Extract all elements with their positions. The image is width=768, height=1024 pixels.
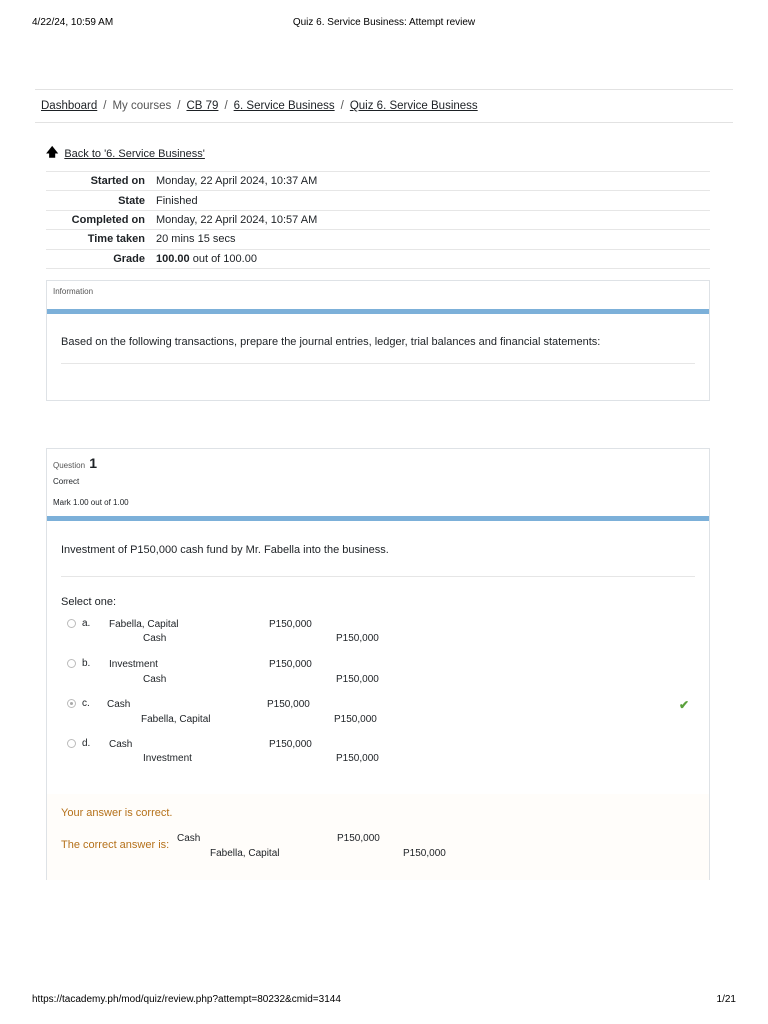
question-number bbox=[53, 455, 97, 471]
arrow-up-icon: 🡅 bbox=[46, 145, 59, 159]
breadcrumb-separator: / bbox=[340, 100, 344, 112]
information-accent-bar bbox=[47, 309, 709, 314]
credit-amount: P150,000 bbox=[336, 753, 379, 764]
correct-answer-label: The correct answer is: bbox=[61, 839, 170, 851]
information-block bbox=[46, 280, 710, 401]
question-number-value: 1 bbox=[89, 455, 98, 471]
print-title: Quiz 6. Service Business: Attempt review bbox=[292, 17, 476, 28]
option-letter: c. bbox=[82, 698, 90, 709]
credit-amount: P150,000 bbox=[336, 633, 379, 644]
print-url: https://tacademy.ph/mod/quiz/review.php?attempt=80232&cmid=3144 bbox=[32, 994, 341, 1005]
summary-row-started bbox=[46, 172, 710, 191]
summary-row-grade bbox=[46, 249, 710, 268]
breadcrumb-quiz[interactable]: Quiz 6. Service Business bbox=[349, 100, 478, 112]
summary-row-time bbox=[46, 230, 710, 249]
breadcrumb-separator: / bbox=[177, 100, 181, 112]
debit-amount: P150,000 bbox=[269, 739, 312, 750]
answer-credit-account: Fabella, Capital bbox=[210, 848, 280, 859]
question-block bbox=[46, 448, 710, 880]
answer-debit-account: Cash bbox=[177, 833, 201, 844]
answer-credit-amount: P150,000 bbox=[403, 848, 446, 859]
attempt-summary-table bbox=[46, 171, 710, 269]
option-letter: d. bbox=[82, 738, 91, 749]
option-letter: b. bbox=[82, 658, 91, 669]
credit-account: Cash bbox=[143, 633, 167, 644]
summary-row-completed bbox=[46, 210, 710, 229]
breadcrumb-course[interactable]: CB 79 bbox=[186, 100, 219, 112]
state-value: Finished bbox=[156, 194, 198, 207]
credit-amount: P150,000 bbox=[336, 674, 379, 685]
debit-account: Cash bbox=[109, 739, 133, 750]
debit-account: Investment bbox=[109, 659, 158, 670]
breadcrumb bbox=[35, 89, 733, 123]
started-label: Started on bbox=[90, 175, 145, 188]
debit-amount: P150,000 bbox=[269, 619, 312, 630]
answer-option-b[interactable] bbox=[67, 658, 687, 690]
feedback-correct: Your answer is correct. bbox=[61, 807, 173, 819]
divider bbox=[61, 363, 695, 364]
question-state: Correct bbox=[53, 477, 80, 486]
print-page-number: 1/21 bbox=[716, 994, 736, 1005]
question-text: Investment of P150,000 cash fund by Mr. Fabella into the business. bbox=[61, 544, 389, 556]
question-label: Question bbox=[53, 461, 86, 470]
credit-account: Cash bbox=[143, 674, 167, 685]
state-label: State bbox=[118, 194, 145, 207]
time-taken-value: 20 mins 15 secs bbox=[156, 233, 236, 246]
print-footer bbox=[32, 994, 736, 1008]
breadcrumb-separator: / bbox=[103, 100, 107, 112]
information-label: Information bbox=[53, 287, 94, 296]
back-link-row bbox=[46, 143, 205, 164]
time-taken-label: Time taken bbox=[87, 233, 145, 246]
completed-value: Monday, 22 April 2024, 10:57 AM bbox=[156, 213, 318, 226]
option-letter: a. bbox=[82, 618, 91, 629]
answer-option-c[interactable] bbox=[67, 698, 690, 730]
grade-score: 100.00 bbox=[156, 252, 190, 265]
breadcrumb-my-courses: My courses bbox=[112, 100, 172, 112]
debit-account: Cash bbox=[107, 699, 131, 710]
breadcrumb-section[interactable]: 6. Service Business bbox=[233, 100, 335, 112]
radio-button-selected[interactable] bbox=[67, 699, 76, 708]
completed-label: Completed on bbox=[71, 213, 145, 226]
grade-value bbox=[156, 249, 710, 268]
grade-total: out of 100.00 bbox=[192, 252, 257, 265]
answer-option-a[interactable] bbox=[67, 618, 687, 650]
debit-amount: P150,000 bbox=[267, 699, 310, 710]
debit-account: Fabella, Capital bbox=[109, 619, 179, 630]
print-header bbox=[32, 17, 736, 31]
debit-amount: P150,000 bbox=[269, 659, 312, 670]
summary-row-state bbox=[46, 191, 710, 210]
radio-button[interactable] bbox=[67, 619, 76, 628]
answer-debit-amount: P150,000 bbox=[337, 833, 380, 844]
radio-button[interactable] bbox=[67, 739, 76, 748]
answer-option-d[interactable] bbox=[67, 738, 687, 770]
radio-button[interactable] bbox=[67, 659, 76, 668]
divider bbox=[61, 576, 695, 577]
credit-account: Investment bbox=[143, 753, 192, 764]
breadcrumb-separator: / bbox=[224, 100, 228, 112]
credit-amount: P150,000 bbox=[334, 714, 377, 725]
print-date: 4/22/24, 10:59 AM bbox=[32, 17, 114, 28]
grade-label: Grade bbox=[113, 252, 145, 265]
question-mark: Mark 1.00 out of 1.00 bbox=[53, 498, 129, 507]
started-value: Monday, 22 April 2024, 10:37 AM bbox=[156, 175, 318, 188]
breadcrumb-dashboard[interactable]: Dashboard bbox=[41, 100, 98, 112]
question-accent-bar bbox=[47, 516, 709, 521]
back-to-section-link[interactable]: Back to '6. Service Business' bbox=[64, 147, 205, 160]
credit-account: Fabella, Capital bbox=[141, 714, 211, 725]
select-one-label: Select one: bbox=[61, 596, 117, 608]
check-icon: ✔ bbox=[679, 698, 690, 712]
information-text: Based on the following transactions, prepare the journal entries, ledger, trial balances and financial statements: bbox=[61, 336, 601, 348]
